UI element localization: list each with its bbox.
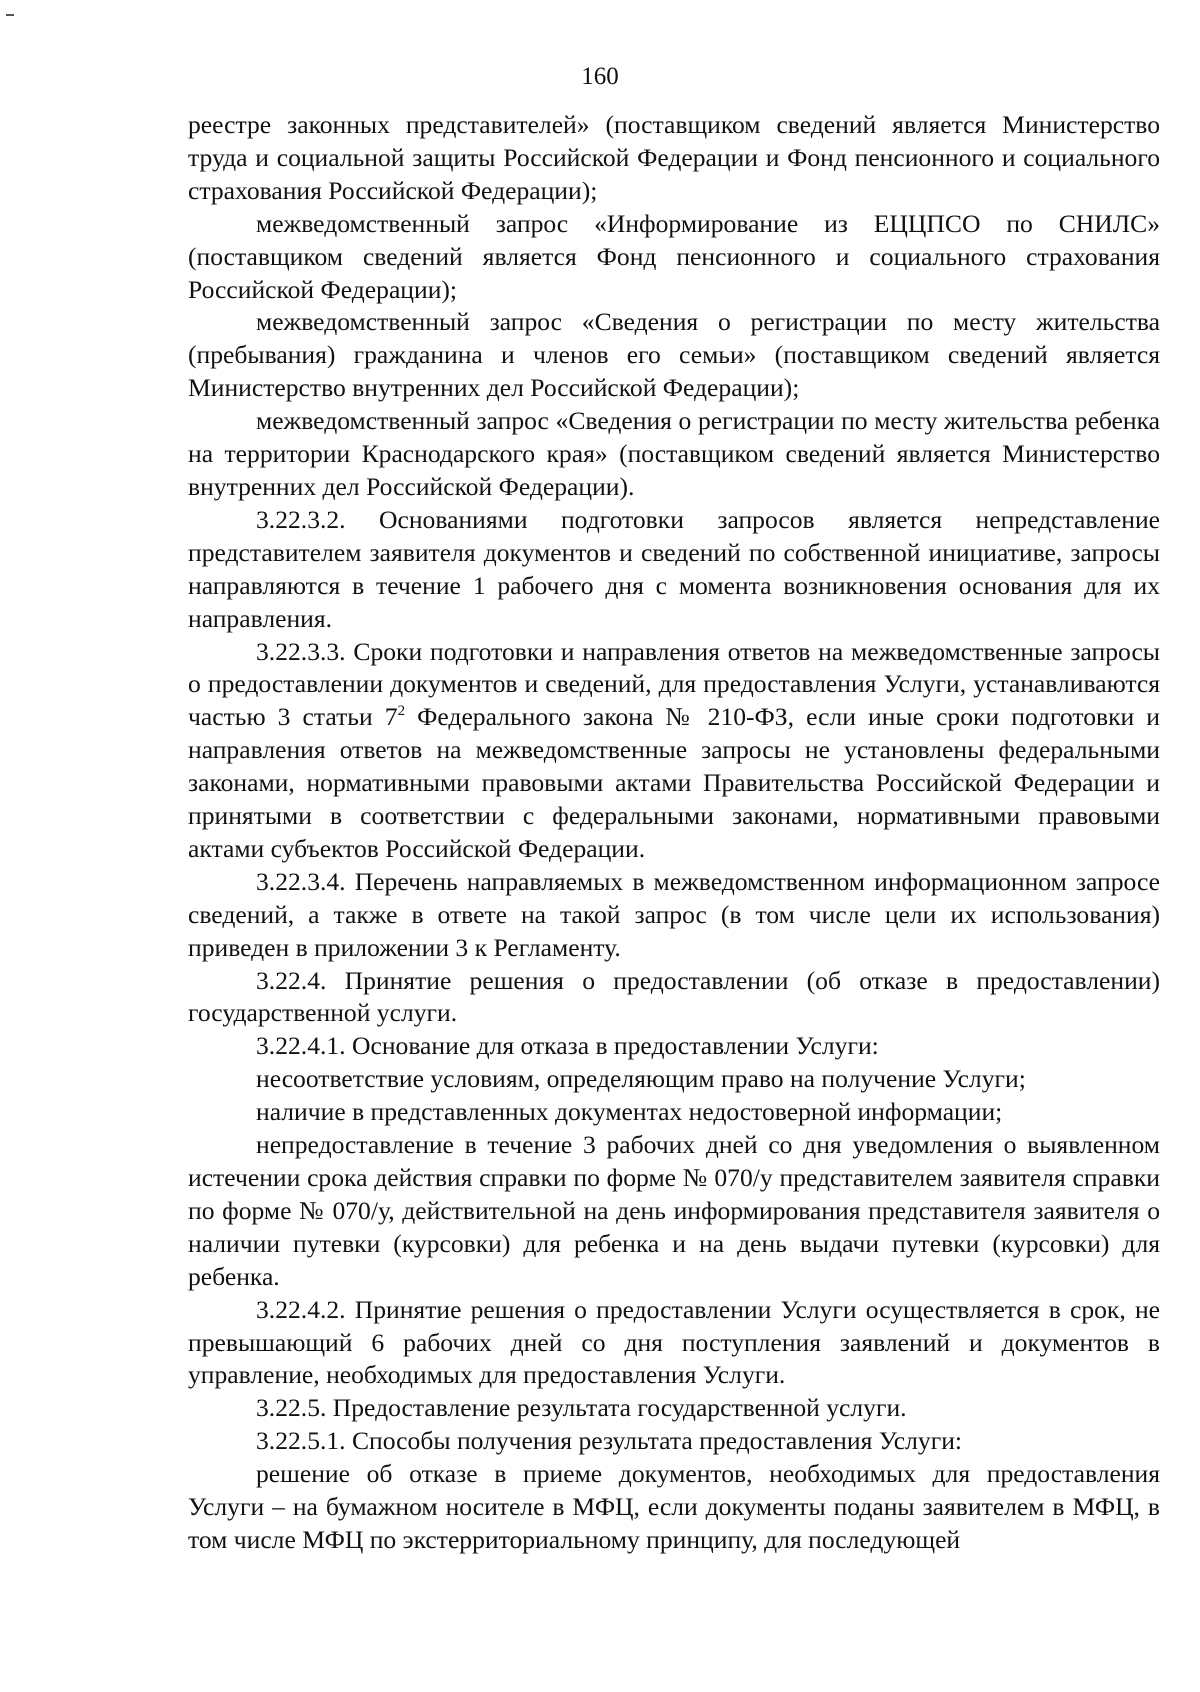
paragraph: 3.22.3.2. Основаниями подготовки запросов является непредставление представителем заявителя документов и сведений по собственной инициативе, запросы направляются в течение 1 рабочего дня с момента возникновения основания для их направления. xyxy=(188,504,1160,633)
paragraph: 3.22.4.1. Основание для отказа в предоставлении Услуги: xyxy=(256,1031,879,1061)
paragraph: межведомственный запрос «Сведения о регистрации по месту жительства (пребывания) гражданина и членов его семьи» (поставщиком сведений является Министерство внутренних дел Российской Федерации); xyxy=(188,307,1160,403)
page-number: 160 xyxy=(581,63,619,90)
paragraph-text: Федерального закона № 210-ФЗ, если иные сроки подготовки и направления ответов на межведомственные запросы не установлены федеральными законами, нормативными правовыми актами Правительства Российской Федерации и принятыми в соответствии с федеральными законами, нормативными правовыми актами субъектов Российской Федерации. xyxy=(188,702,1161,863)
paragraph: межведомственный запрос «Сведения о регистрации по месту жительства ребенка на территории Краснодарского края» (поставщиком сведений является Министерство внутренних дел Российской Федерации). xyxy=(188,406,1160,501)
paragraph-text: 3.22.3.3. Сроки подготовки и направления ответов на межведомственные запросы о предоставлении документов и сведений, для предоставления Услуги, устанавливаются частью 3 статьи 7 xyxy=(188,636,1160,732)
paragraph: несоответствие условиям, определяющим право на получение Услуги; xyxy=(256,1064,1026,1094)
paragraph: межведомственный запрос «Информирование из ЕЦЦПСО по СНИЛС» (поставщиком сведений является Фонд пенсионного и социального страхования Российской Федерации); xyxy=(188,208,1160,304)
paragraph: 3.22.4.2. Принятие решения о предоставлении Услуги осуществляется в срок, не превышающий 6 рабочих дней со дня поступления заявлений и документов в управление, необходимых для предоставления Услуги. xyxy=(188,1294,1160,1390)
paragraph: решение об отказе в приеме документов, необходимых для предоставления Услуги – на бумажном носителе в МФЦ, если документы поданы заявителем в МФЦ, в том числе МФЦ по экстерриториальному принципу, для последующей xyxy=(188,1459,1160,1554)
paragraph: 3.22.4. Принятие решения о предоставлении (об отказе в предоставлении) государственной услуги. xyxy=(188,965,1160,1028)
paragraph: реестре законных представителей» (поставщиком сведений является Министерство труда и социальной защиты Российской Федерации и Фонд пенсионного и социального страхования Российской Федерации); xyxy=(188,110,1160,205)
superscript: 2 xyxy=(397,703,406,720)
scan-artifact-mark xyxy=(6,14,14,16)
paragraph: 3.22.5.1. Способы получения результата предоставления Услуги: xyxy=(256,1426,963,1456)
paragraph: непредоставление в течение 3 рабочих дней со дня уведомления о выявленном истечении срока действия справки по форме № 070/у представителем заявителя справки по форме № 070/у, действительной на день информирования представителя заявителя о наличии путевки (курсовки) для ребенка и на день выдачи путевки (курсовки) для ребенка. xyxy=(188,1130,1160,1291)
paragraph: 3.22.5. Предоставление результата государственной услуги. xyxy=(256,1393,907,1423)
paragraph xyxy=(188,636,1160,866)
paragraph: наличие в представленных документах недостоверной информации; xyxy=(256,1097,1003,1127)
paragraph: 3.22.3.4. Перечень направляемых в межведомственном информационном запросе сведений, а также в ответе на такой запрос (в том числе цели их использования) приведен в приложении 3 к Регламенту. xyxy=(188,866,1160,962)
document-body xyxy=(188,109,1160,1557)
